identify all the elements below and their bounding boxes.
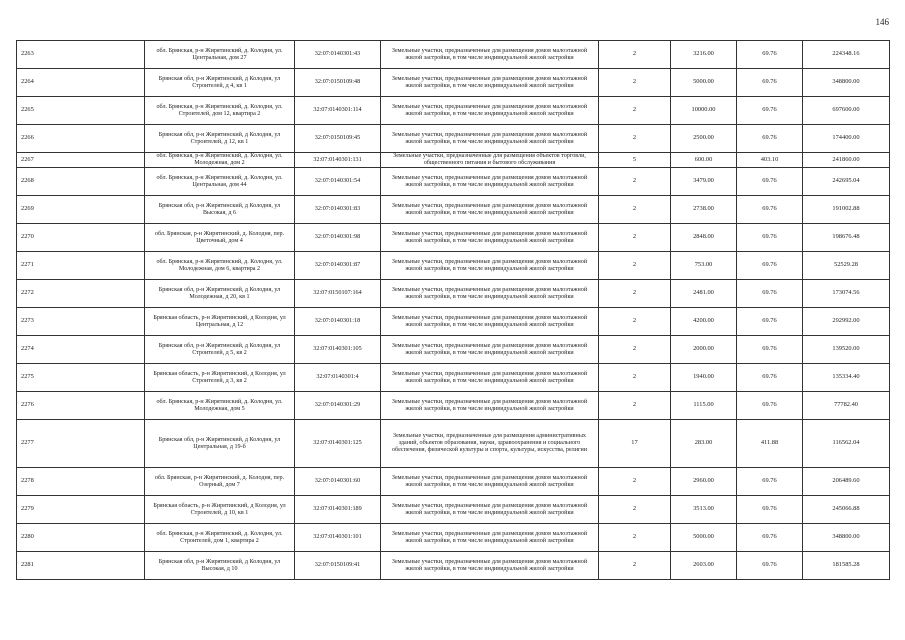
table-body <box>17 41 890 580</box>
land-use-cell: Земельные участки, предназначенные для размещения домов малоэтажной жилой застройки, в том числе индивидуальной жилой застройки <box>381 552 599 580</box>
specific-value-cell: 69.76 <box>737 308 803 336</box>
use-group-cell: 2 <box>599 69 671 97</box>
specific-value-cell: 69.76 <box>737 552 803 580</box>
land-use-cell: Земельные участки, предназначенные для размещения домов малоэтажной жилой застройки, в том числе индивидуальной жилой застройки <box>381 252 599 280</box>
area-cell: 2738.00 <box>671 196 737 224</box>
cadastral-value-cell: 292992.00 <box>803 308 890 336</box>
specific-value-cell: 69.76 <box>737 392 803 420</box>
use-group-cell: 2 <box>599 364 671 392</box>
row-number-cell: 2276 <box>17 392 145 420</box>
address-cell: Брянская обл, р-н Жирятинский, д Колодня, ул Строителей, д 12, кв 1 <box>145 125 295 153</box>
cadastral-number-cell: 32:07:0140301:29 <box>295 392 381 420</box>
row-number-cell: 2264 <box>17 69 145 97</box>
specific-value-cell: 69.76 <box>737 69 803 97</box>
land-use-cell: Земельные участки, предназначенные для размещения домов малоэтажной жилой застройки, в том числе индивидуальной жилой застройки <box>381 336 599 364</box>
address-cell: обл. Брянская, р-н Жирятинский, д. Колодня, ул. Молодежная, дом 2 <box>145 153 295 168</box>
cadastral-number-cell: 32:07:0140301:83 <box>295 196 381 224</box>
cadastral-value-cell: 135334.40 <box>803 364 890 392</box>
cadastral-value-cell: 139520.00 <box>803 336 890 364</box>
address-cell: Брянская обл, р-н Жирятинский, д Колодня, ул Строителей, д 4, кв 1 <box>145 69 295 97</box>
cadastral-value-cell: 697600.00 <box>803 97 890 125</box>
use-group-cell: 2 <box>599 97 671 125</box>
land-use-cell: Земельные участки, предназначенные для размещения домов малоэтажной жилой застройки, в том числе индивидуальной жилой застройки <box>381 364 599 392</box>
address-cell: обл. Брянская, р-н Жирятинский, д. Колодня, ул. Строителей, дом 1, квартира 2 <box>145 524 295 552</box>
address-cell: Брянская обл, р-н Жирятинский, д Колодня, ул Высокая, д 6 <box>145 196 295 224</box>
row-number-cell: 2270 <box>17 224 145 252</box>
row-number-cell: 2267 <box>17 153 145 168</box>
use-group-cell: 17 <box>599 420 671 468</box>
table-row <box>17 552 890 580</box>
row-number-cell: 2277 <box>17 420 145 468</box>
area-cell: 10000.00 <box>671 97 737 125</box>
address-cell: обл. Брянская, р-н Жирятинский, д. Колодня, ул. Строителей, дом 12, квартира 2 <box>145 97 295 125</box>
cadastral-value-cell: 224348.16 <box>803 41 890 69</box>
cadastral-number-cell: 32:07:0140301:54 <box>295 168 381 196</box>
specific-value-cell: 69.76 <box>737 364 803 392</box>
specific-value-cell: 69.76 <box>737 224 803 252</box>
cadastral-number-cell: 32:07:0140301:87 <box>295 252 381 280</box>
table-row <box>17 252 890 280</box>
cadastral-number-cell: 32:07:0140301:189 <box>295 496 381 524</box>
page-number: 146 <box>875 17 889 27</box>
cadastral-value-cell: 191002.88 <box>803 196 890 224</box>
cadastral-value-cell: 206489.60 <box>803 468 890 496</box>
address-cell: обл. Брянская, р-н Жирятинский, д. Колодня, пер. Цветочный, дом 4 <box>145 224 295 252</box>
row-number-cell: 2271 <box>17 252 145 280</box>
use-group-cell: 2 <box>599 168 671 196</box>
address-cell: обл. Брянская, р-н Жирятинский, д. Колодня, ул. Центральная, дом 44 <box>145 168 295 196</box>
cadastral-number-cell: 32:07:0140301:131 <box>295 153 381 168</box>
land-use-cell: Земельные участки, предназначенные для размещения домов малоэтажной жилой застройки, в том числе индивидуальной жилой застройки <box>381 496 599 524</box>
address-cell: Брянская область, р-н Жирятинский, д Колодня, ул Строителей, д 3, кв 2 <box>145 364 295 392</box>
address-cell: обл. Брянская, р-н Жирятинский, д. Колодня, пер. Озерный, дом 7 <box>145 468 295 496</box>
address-cell: Брянская область, р-н Жирятинский, д Колодня, ул Центральная, д 12 <box>145 308 295 336</box>
land-use-cell: Земельные участки, предназначенные для размещения объектов торговли, общественного питания и бытового обслуживания <box>381 153 599 168</box>
cadastral-value-cell: 348800.00 <box>803 524 890 552</box>
row-number-cell: 2278 <box>17 468 145 496</box>
cadastral-number-cell: 32:07:0150107:164 <box>295 280 381 308</box>
table-row <box>17 153 890 168</box>
area-cell: 3479.00 <box>671 168 737 196</box>
row-number-cell: 2272 <box>17 280 145 308</box>
cadastral-number-cell: 32:07:0140301:4 <box>295 364 381 392</box>
specific-value-cell: 69.76 <box>737 336 803 364</box>
row-number-cell: 2269 <box>17 196 145 224</box>
table-row <box>17 392 890 420</box>
address-cell: Брянская обл, р-н Жирятинский, д Колодня, ул Высокая, д 10 <box>145 552 295 580</box>
use-group-cell: 2 <box>599 552 671 580</box>
land-use-cell: Земельные участки, предназначенные для размещения домов малоэтажной жилой застройки, в том числе индивидуальной жилой застройки <box>381 392 599 420</box>
area-cell: 3216.00 <box>671 41 737 69</box>
cadastral-value-cell: 52529.28 <box>803 252 890 280</box>
specific-value-cell: 69.76 <box>737 125 803 153</box>
area-cell: 2848.00 <box>671 224 737 252</box>
area-cell: 1115.00 <box>671 392 737 420</box>
table-row <box>17 336 890 364</box>
cadastral-value-table <box>16 40 890 580</box>
cadastral-number-cell: 32:07:0140301:105 <box>295 336 381 364</box>
cadastral-value-cell: 77782.40 <box>803 392 890 420</box>
area-cell: 600.00 <box>671 153 737 168</box>
land-use-cell: Земельные участки, предназначенные для размещения домов малоэтажной жилой застройки, в том числе индивидуальной жилой застройки <box>381 468 599 496</box>
use-group-cell: 2 <box>599 496 671 524</box>
cadastral-value-cell: 198676.48 <box>803 224 890 252</box>
cadastral-value-cell: 241860.00 <box>803 153 890 168</box>
use-group-cell: 2 <box>599 41 671 69</box>
cadastral-value-cell: 116562.04 <box>803 420 890 468</box>
table-row <box>17 280 890 308</box>
specific-value-cell: 69.76 <box>737 41 803 69</box>
row-number-cell: 2273 <box>17 308 145 336</box>
specific-value-cell: 69.76 <box>737 97 803 125</box>
cadastral-value-cell: 181585.28 <box>803 552 890 580</box>
use-group-cell: 2 <box>599 224 671 252</box>
use-group-cell: 2 <box>599 336 671 364</box>
use-group-cell: 2 <box>599 308 671 336</box>
address-cell: обл. Брянская, р-н Жирятинский, д. Колодня, ул. Молодежная, дом 5 <box>145 392 295 420</box>
area-cell: 4200.00 <box>671 308 737 336</box>
specific-value-cell: 69.76 <box>737 196 803 224</box>
table-row <box>17 196 890 224</box>
area-cell: 283.00 <box>671 420 737 468</box>
land-use-cell: Земельные участки, предназначенные для размещения домов малоэтажной жилой застройки, в том числе индивидуальной жилой застройки <box>381 524 599 552</box>
specific-value-cell: 69.76 <box>737 524 803 552</box>
use-group-cell: 2 <box>599 280 671 308</box>
cadastral-number-cell: 32:07:0140301:60 <box>295 468 381 496</box>
row-number-cell: 2281 <box>17 552 145 580</box>
use-group-cell: 2 <box>599 392 671 420</box>
specific-value-cell: 69.76 <box>737 468 803 496</box>
area-cell: 2000.00 <box>671 336 737 364</box>
table-row <box>17 308 890 336</box>
row-number-cell: 2263 <box>17 41 145 69</box>
row-number-cell: 2275 <box>17 364 145 392</box>
area-cell: 2481.00 <box>671 280 737 308</box>
cadastral-value-cell: 245066.88 <box>803 496 890 524</box>
row-number-cell: 2266 <box>17 125 145 153</box>
use-group-cell: 2 <box>599 125 671 153</box>
row-number-cell: 2265 <box>17 97 145 125</box>
table-row <box>17 41 890 69</box>
land-use-cell: Земельные участки, предназначенные для размещения домов малоэтажной жилой застройки, в том числе индивидуальной жилой застройки <box>381 97 599 125</box>
specific-value-cell: 69.76 <box>737 496 803 524</box>
table-row <box>17 69 890 97</box>
land-use-cell: Земельные участки, предназначенные для размещения домов малоэтажной жилой застройки, в том числе индивидуальной жилой застройки <box>381 280 599 308</box>
cadastral-number-cell: 32:07:0140301:125 <box>295 420 381 468</box>
area-cell: 5000.00 <box>671 69 737 97</box>
area-cell: 2603.00 <box>671 552 737 580</box>
cadastral-number-cell: 32:07:0150109:48 <box>295 69 381 97</box>
cadastral-number-cell: 32:07:0140301:43 <box>295 41 381 69</box>
cadastral-number-cell: 32:07:0140301:114 <box>295 97 381 125</box>
cadastral-number-cell: 32:07:0140301:98 <box>295 224 381 252</box>
address-cell: Брянская обл, р-н Жирятинский, д Колодня, ул Молодежная, д 20, кв 1 <box>145 280 295 308</box>
row-number-cell: 2274 <box>17 336 145 364</box>
table-row <box>17 125 890 153</box>
cadastral-number-cell: 32:07:0140301:101 <box>295 524 381 552</box>
land-use-cell: Земельные участки, предназначенные для размещения домов малоэтажной жилой застройки, в том числе индивидуальной жилой застройки <box>381 168 599 196</box>
table-row <box>17 224 890 252</box>
land-use-cell: Земельные участки, предназначенные для размещения административных зданий, объектов образования, науки, здравоохранения и социального обеспечения, физической культуры и спорта, культуры, искусства, религии <box>381 420 599 468</box>
use-group-cell: 2 <box>599 252 671 280</box>
use-group-cell: 5 <box>599 153 671 168</box>
area-cell: 5000.00 <box>671 524 737 552</box>
land-use-cell: Земельные участки, предназначенные для размещения домов малоэтажной жилой застройки, в том числе индивидуальной жилой застройки <box>381 41 599 69</box>
table-row <box>17 524 890 552</box>
row-number-cell: 2279 <box>17 496 145 524</box>
cadastral-value-cell: 173074.56 <box>803 280 890 308</box>
land-use-cell: Земельные участки, предназначенные для размещения домов малоэтажной жилой застройки, в том числе индивидуальной жилой застройки <box>381 125 599 153</box>
land-use-cell: Земельные участки, предназначенные для размещения домов малоэтажной жилой застройки, в том числе индивидуальной жилой застройки <box>381 69 599 97</box>
area-cell: 3513.00 <box>671 496 737 524</box>
area-cell: 1940.00 <box>671 364 737 392</box>
table-row <box>17 496 890 524</box>
cadastral-value-cell: 174400.00 <box>803 125 890 153</box>
address-cell: Брянская область, р-н Жирятинский, д Колодня, ул Строителей, д 10, кв 1 <box>145 496 295 524</box>
address-cell: Брянская обл, р-н Жирятинский, д Колодня, ул Центральная, д 19-б <box>145 420 295 468</box>
specific-value-cell: 69.76 <box>737 280 803 308</box>
cadastral-value-cell: 348800.00 <box>803 69 890 97</box>
table-row <box>17 420 890 468</box>
specific-value-cell: 69.76 <box>737 252 803 280</box>
land-use-cell: Земельные участки, предназначенные для размещения домов малоэтажной жилой застройки, в том числе индивидуальной жилой застройки <box>381 224 599 252</box>
row-number-cell: 2280 <box>17 524 145 552</box>
table-row <box>17 97 890 125</box>
specific-value-cell: 411.88 <box>737 420 803 468</box>
cadastral-value-cell: 242695.04 <box>803 168 890 196</box>
table-row <box>17 468 890 496</box>
specific-value-cell: 403.10 <box>737 153 803 168</box>
cadastral-number-cell: 32:07:0140301:18 <box>295 308 381 336</box>
address-cell: обл. Брянская, р-н Жирятинский, д. Колодня, ул. Центральная, дом 27 <box>145 41 295 69</box>
area-cell: 2960.00 <box>671 468 737 496</box>
land-use-cell: Земельные участки, предназначенные для размещения домов малоэтажной жилой застройки, в том числе индивидуальной жилой застройки <box>381 196 599 224</box>
area-cell: 753.00 <box>671 252 737 280</box>
row-number-cell: 2268 <box>17 168 145 196</box>
use-group-cell: 2 <box>599 468 671 496</box>
use-group-cell: 2 <box>599 196 671 224</box>
table-row <box>17 168 890 196</box>
specific-value-cell: 69.76 <box>737 168 803 196</box>
use-group-cell: 2 <box>599 524 671 552</box>
address-cell: обл. Брянская, р-н Жирятинский, д. Колодня, ул. Молодежная, дом 6, квартира 2 <box>145 252 295 280</box>
area-cell: 2500.00 <box>671 125 737 153</box>
land-use-cell: Земельные участки, предназначенные для размещения домов малоэтажной жилой застройки, в том числе индивидуальной жилой застройки <box>381 308 599 336</box>
cadastral-number-cell: 32:07:0150109:41 <box>295 552 381 580</box>
address-cell: Брянская обл, р-н Жирятинский, д Колодня, ул Строителей, д 5, кв 2 <box>145 336 295 364</box>
table-row <box>17 364 890 392</box>
cadastral-number-cell: 32:07:0150109:45 <box>295 125 381 153</box>
